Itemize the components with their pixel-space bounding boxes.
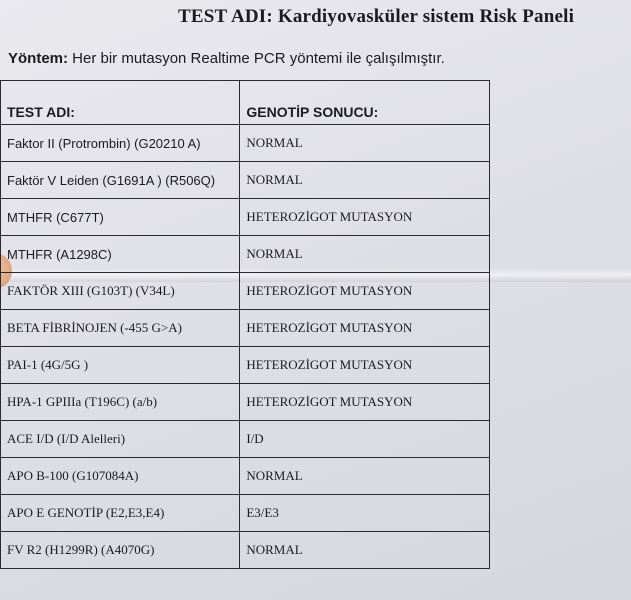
header-test: TEST ADI: [1,81,240,125]
page-title: TEST ADI: Kardiyovasküler sistem Risk Paneli [178,6,575,27]
table-row [1,458,490,495]
genotype-result: NORMAL [240,162,490,199]
table-row [1,125,490,162]
test-name: APO E GENOTİP (E2,E3,E4) [1,495,240,532]
table-row [1,236,490,273]
table-row [1,347,490,384]
results-table [0,80,490,569]
table-row [1,162,490,199]
method-text: Her bir mutasyon Realtime PCR yöntemi ile çalışılmıştır. [72,50,445,67]
table-row [1,421,490,458]
test-name: ACE I/D (I/D Alelleri) [1,421,240,458]
table-row [1,310,490,347]
test-name: BETA FİBRİNOJEN (-455 G>A) [1,310,240,347]
table-row [1,273,490,310]
test-name: Faktor II (Protrombin) (G20210 A) [1,125,240,162]
test-name: HPA-1 GPIIIa (T196C) (a/b) [1,384,240,421]
genotype-result: NORMAL [240,236,490,273]
test-name: FAKTÖR XIII (G103T) (V34L) [1,273,240,310]
genotype-result: HETEROZİGOT MUTASYON [240,273,490,310]
test-name: FV R2 (H1299R) (A4070G) [1,532,240,569]
test-name: PAI-1 (4G/5G ) [1,347,240,384]
genotype-result: HETEROZİGOT MUTASYON [240,384,490,421]
method-line [8,50,445,67]
test-name: Faktör V Leiden (G1691A ) (R506Q) [1,162,240,199]
table-row [1,384,490,421]
table-row [1,495,490,532]
genotype-result: HETEROZİGOT MUTASYON [240,199,490,236]
test-name: MTHFR (A1298C) [1,236,240,273]
table-header-row [1,81,490,125]
table-row [1,199,490,236]
method-label: Yöntem: [8,50,68,67]
genotype-result: NORMAL [240,125,490,162]
header-result: GENOTİP SONUCU: [240,81,490,125]
test-name: MTHFR (C677T) [1,199,240,236]
genotype-result: HETEROZİGOT MUTASYON [240,310,490,347]
genotype-result: I/D [240,421,490,458]
genotype-result: NORMAL [240,532,490,569]
genotype-result: HETEROZİGOT MUTASYON [240,347,490,384]
table-row [1,532,490,569]
test-name: APO B-100 (G107084A) [1,458,240,495]
genotype-result: E3/E3 [240,495,490,532]
genotype-result: NORMAL [240,458,490,495]
